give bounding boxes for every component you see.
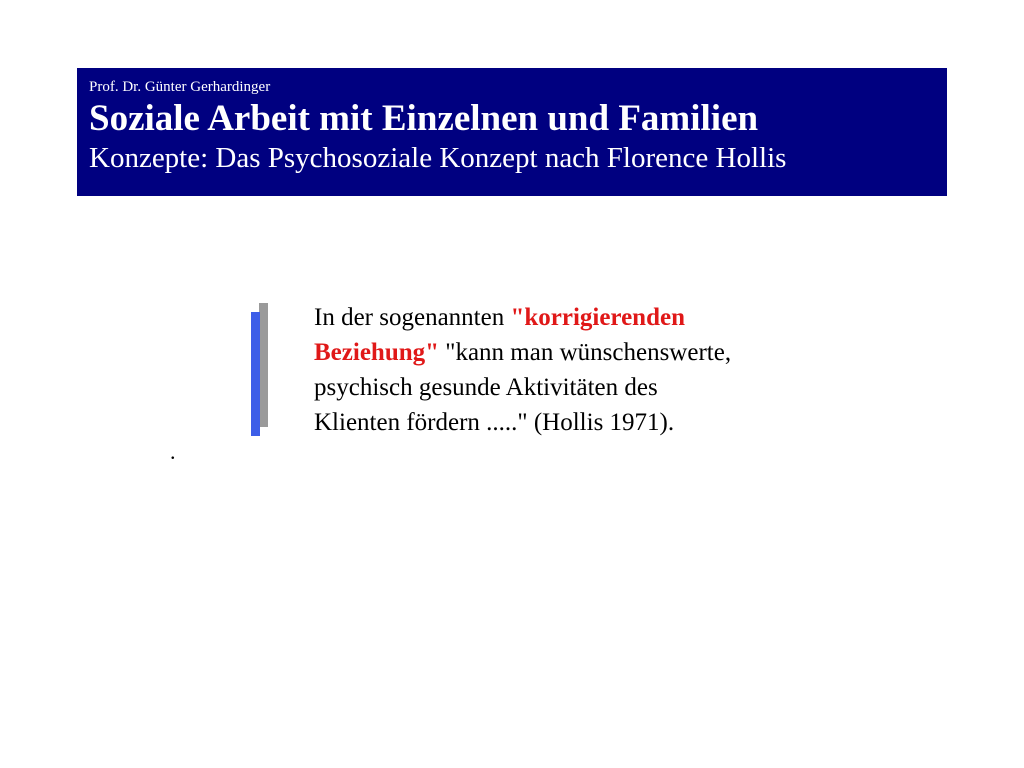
quote-highlight: Beziehung" [314,339,439,366]
accent-bar-blue [251,312,260,436]
bullet-dot: . [170,439,176,464]
quote-line-2 [314,335,834,370]
quote-line-3: psychisch gesunde Aktivitäten des [314,374,658,401]
quote-line-4: Klienten fördern ....." (Hollis 1971). [314,409,675,436]
author-line: Prof. Dr. Günter Gerhardinger [89,79,271,95]
slide-subtitle: Konzepte: Das Psychosoziale Konzept nach Florence Hollis [89,142,787,174]
quote-text: In der sogenannten [314,304,511,331]
quote-line-1 [314,300,834,335]
accent-bar-gray [259,303,268,427]
quote-text: "kann man wünschenswerte, [439,339,732,366]
quote-block [314,300,834,440]
slide-title: Soziale Arbeit mit Einzelnen und Familien [89,98,759,139]
header-banner [77,68,947,196]
quote-highlight: "korrigierenden [510,304,685,331]
